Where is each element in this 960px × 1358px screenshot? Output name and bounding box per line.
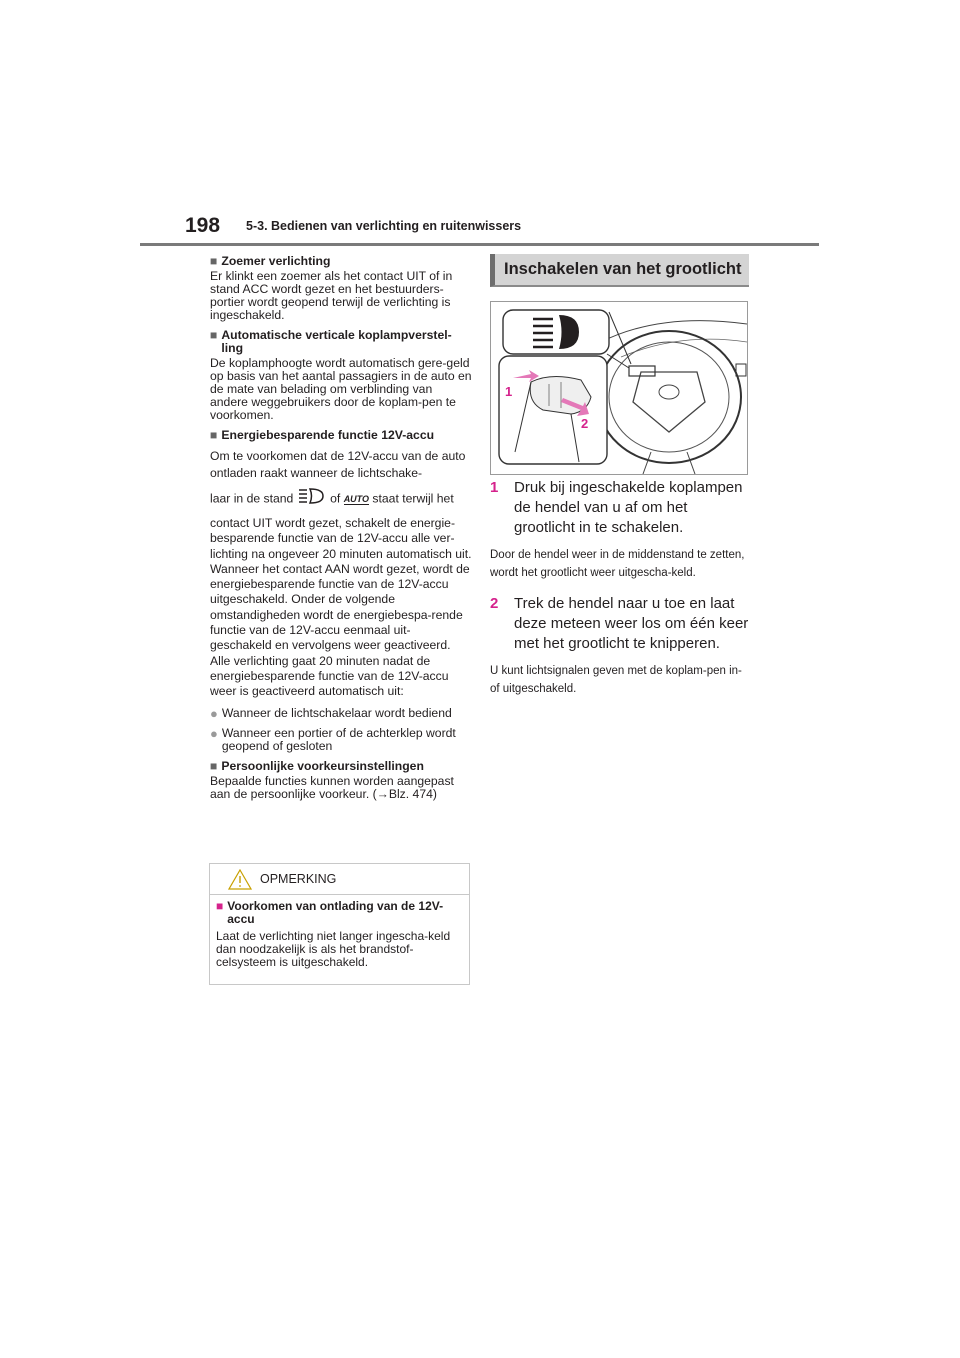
step-2 <box>490 594 752 654</box>
step-1 <box>490 478 752 538</box>
list-item: ● Wanneer een portier of de achterklep wordt geopend of gesloten <box>210 725 456 753</box>
steps-list <box>490 478 752 710</box>
square-bullet-icon: ■ <box>210 428 218 442</box>
step-1-note: Door de hendel weer in de middenstand te zetten, wordt het grootlicht weer uitgescha-keld. <box>490 549 745 579</box>
square-bullet-icon: ■ <box>210 758 218 773</box>
battery-text-b: laar in de stand of AUTO staat terwijl het <box>210 487 472 512</box>
battery-text-c: contact UIT wordt gezet, schakelt de energie-besparende functie van de 12V-accu alle ver-lichting na ongeveer 20 minuten automatisch uit. Wanneer het contact AAN wordt gezet, wordt de energiebesparende functie van de 12V-accu uitgeschakeld. Onder de volgende omstandigheden wordt de energiebespa-rende functie van de 12V-accu eenmaal uit-geschakeld en vervolgens weer geactiveerd. Alle verlichting gaat 20 minuten nadat de energiebesparende functie van de 12V-accu weer is geactiveerd automatisch uit: <box>210 516 472 699</box>
round-bullet-icon: ● <box>210 705 218 721</box>
step-text: Druk bij ingeschakelde koplampen de hendel van u af om het grootlicht in te schakelen. <box>514 479 743 536</box>
leveling-text: De koplamphoogte wordt automatisch gere-geld op basis van het aantal passagiers in de auto en de mate van belading om verblinding van andere weggebruikers door de koplam-pen te voorkomen. <box>210 356 472 422</box>
header-divider <box>140 243 819 246</box>
callout-1: 1 <box>505 384 513 399</box>
battery-heading: ■ Energiebesparende functie 12V-accu <box>210 428 435 442</box>
buzzer-text: Er klinkt een zoemer als het contact UIT of in stand ACC wordt gezet en het bestuurders-portier wordt geopend terwijl de verlichting is ingeschakeld. <box>210 269 453 322</box>
auto-mode-icon: AUTO <box>343 494 370 504</box>
left-column <box>210 255 472 808</box>
buzzer-heading: ■ Zoemer verlichting <box>210 254 331 268</box>
square-bullet-icon: ■ <box>216 899 224 913</box>
battery-text-a: Om te voorkomen dat de 12V-accu van de auto ontladen raakt wanneer de lichtschake- <box>210 449 466 480</box>
note-header <box>210 864 469 895</box>
square-bullet-icon: ■ <box>210 328 218 342</box>
square-bullet-icon: ■ <box>210 254 218 268</box>
chapter-title: 5-3. Bedienen van verlichting en ruitenwissers <box>246 219 522 233</box>
note-label: OPMERKING <box>260 872 337 886</box>
note-text: Laat de verlichting niet langer ingescha-keld dan noodzakelijk is als het brandstof-celsysteem is uitgeschakeld. <box>216 929 451 969</box>
section-heading: Inschakelen van het grootlicht <box>490 254 749 287</box>
page-number: 198 <box>185 214 221 237</box>
lever-drawing <box>491 302 747 474</box>
callout-2: 2 <box>581 416 589 431</box>
note-heading: ■ Voorkomen van ontlading van de 12V-accu <box>216 899 444 926</box>
personal-heading: ■ Persoonlijke voorkeursinstellingen <box>210 758 424 773</box>
step-number: 1 <box>490 479 499 496</box>
round-bullet-icon: ● <box>210 725 218 741</box>
headlight-icon <box>297 487 327 512</box>
step-2-note: U kunt lichtsignalen geven met de koplam-pen in- of uitgeschakeld. <box>490 665 742 695</box>
step-number: 2 <box>490 595 499 612</box>
personal-text: Bepaalde functies kunnen worden aangepast aan de persoonlijke voorkeur. (→Blz. 474) <box>210 773 454 801</box>
steering-lever-illustration <box>490 301 748 475</box>
leveling-heading: ■ Automatische verticale koplampverstel-ling <box>210 328 452 355</box>
step-text: Trek de hendel naar u toe en laat deze meteen weer los om één keer met het grootlicht te knipperen. <box>514 595 749 652</box>
warning-triangle-icon <box>228 869 252 893</box>
list-item: ● Wanneer de lichtschakelaar wordt bediend <box>210 705 452 721</box>
note-box <box>209 863 470 985</box>
